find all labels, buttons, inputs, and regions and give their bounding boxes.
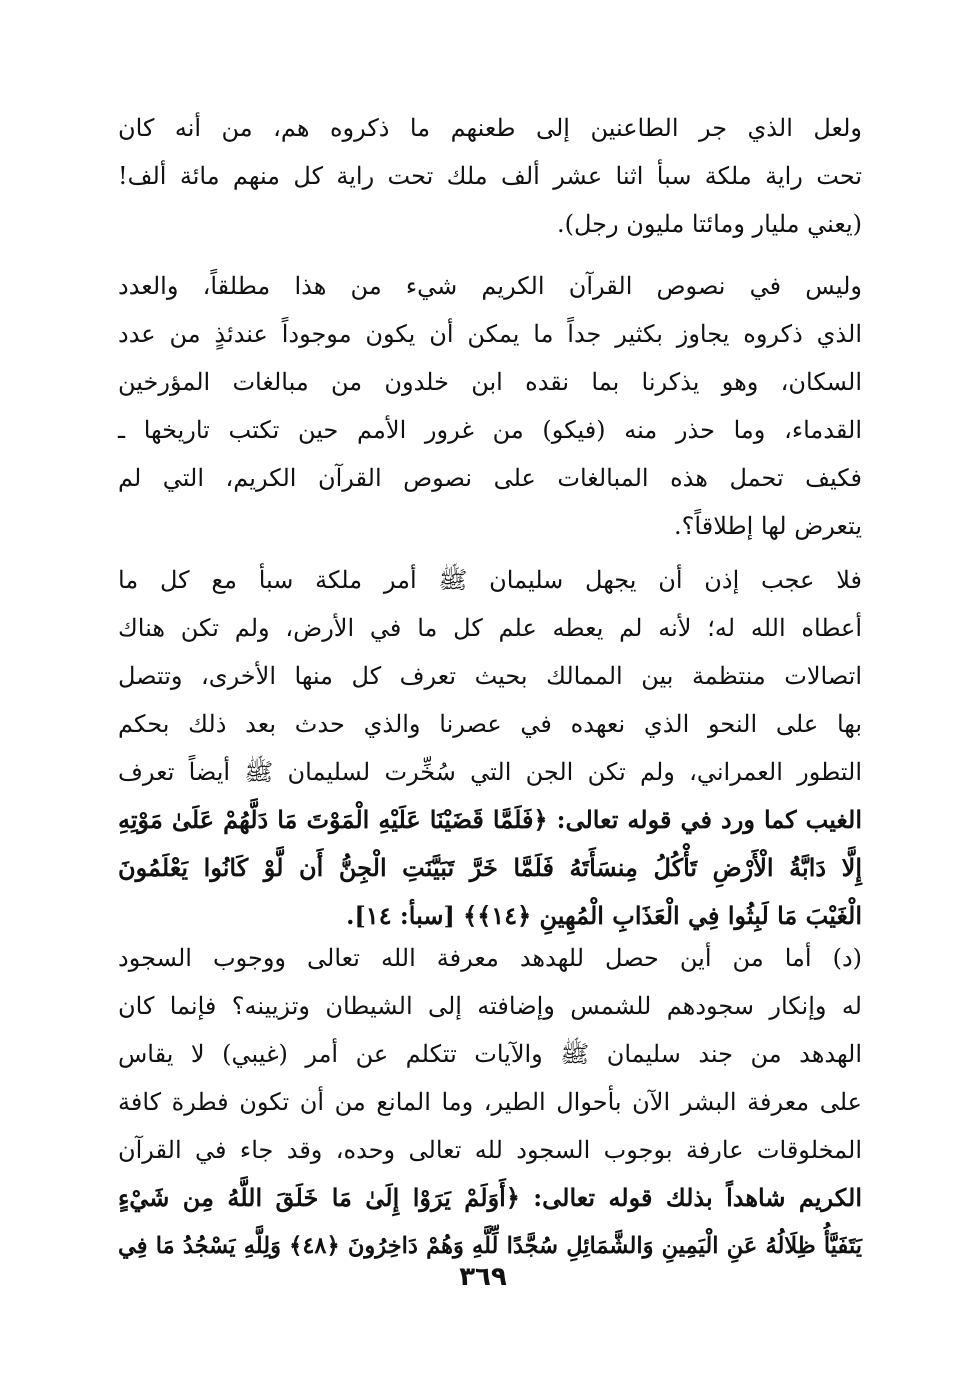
- text-line: الهدهد من جند سليمان ﷺ والآيات تتكلم عن أمر (غيبي) لا يقاس: [118, 1040, 862, 1068]
- text-line: (د) أما من أين حصل للهدهد معرفة الله تعالى ووجوب السجود: [118, 944, 862, 972]
- text-line: تحت راية ملكة سبأ اثنا عشر ألف ملك تحت راية كل منهم مائة ألف!: [118, 162, 862, 190]
- text-line: فكيف تحمل هذه المبالغات على نصوص القرآن الكريم، التي لم: [118, 464, 862, 492]
- text-line: وليس في نصوص القرآن الكريم شيء من هذا مطلقاً، والعدد: [118, 272, 862, 300]
- text-line: يتعرض لها إطلاقاً؟.: [674, 512, 862, 540]
- quran-verse-line: الغيب كما ورد في قوله تعالى: ﴿فَلَمَّا قَضَيْنَا عَلَيْهِ الْمَوْتَ مَا دَلَّهُمْ عَلَىٰ مَوْتِهِ: [118, 805, 862, 834]
- text-line: على معرفة البشر الآن بأحوال الطير، وما المانع من أن تكون فطرة كافة: [118, 1088, 862, 1116]
- text-line: التطور العمراني، ولم تكن الجن التي سُخِّرت لسليمان ﷺ أيضاً تعرف: [118, 758, 862, 786]
- quran-verse-line: الكريم شاهداً بذلك قوله تعالى: ﴿أَوَلَمْ يَرَوْا إِلَىٰ مَا خَلَقَ اللَّهُ مِن شَيْءٍ: [118, 1183, 862, 1212]
- text-line: فلا عجب إذن أن يجهل سليمان ﷺ أمر ملكة سبأ مع كل ما: [118, 566, 862, 594]
- text-line: اتصالات منتظمة بين الممالك بحيث تعرف كل منها الأخرى، وتتصل: [118, 662, 862, 690]
- text-line: بها على النحو الذي نعهده في عصرنا والذي حدث بعد ذلك بحكم: [118, 710, 863, 738]
- page-number: ٣٦٩: [459, 1262, 507, 1292]
- quran-verse-line: إِلَّا دَابَّةُ الْأَرْضِ تَأْكُلُ مِنسَأَتَهُ فَلَمَّا خَرَّ تَبَيَّنَتِ الْجِنُّ أَن لَّوْ كَانُوا يَعْلَمُونَ: [118, 853, 862, 882]
- paragraph-2: [118, 262, 862, 550]
- text-line: السكان، وهو يذكرنا بما نقده ابن خلدون من مبالغات المؤرخين: [118, 368, 862, 396]
- quran-verse-line: يَتَفَيَّأُ ظِلَالُهُ عَنِ الْيَمِينِ وَالشَّمَائِلِ سُجَّدًا لِّلَّهِ وَهُمْ دَاخِرُونَ ﴿٤٨﴾ وَلِلَّهِ يَسْجُدُ مَا فِي: [118, 1233, 862, 1259]
- text-line: القدماء، وما حذر منه (فيكو) من غرور الأمم حين تكتب تاريخها ـ: [118, 416, 862, 444]
- text-line: ولعل الذي جر الطاعنين إلى طعنهم ما ذكروه هم، من أنه كان: [118, 114, 862, 142]
- paragraph-4: [118, 934, 862, 1270]
- text-line: المخلوقات عارفة بوجوب السجود لله تعالى وحده، وقد جاء في القرآن: [118, 1136, 862, 1164]
- text-line: الذي ذكروه يجاوز بكثير جداً ما يمكن أن يكون موجوداً عندئذٍ من عدد: [118, 320, 862, 348]
- text-line: أعطاه الله له؛ لأنه لم يعطه علم كل ما في الأرض، ولم تكن هناك: [118, 614, 862, 642]
- paragraph-1: [118, 104, 862, 248]
- text-line: (يعني مليار ومائتا مليون رجل).: [557, 210, 862, 238]
- paragraph-3: [118, 556, 862, 940]
- quran-verse-line: الْغَيْبَ مَا لَبِثُوا فِي الْعَذَابِ الْمُهِينِ ﴿١٤﴾﴾ [سبأ: ١٤].: [346, 901, 862, 930]
- text-line: له وإنكار سجودهم للشمس وإضافته إلى الشيطان وتزيينه؟ فإنما كان: [118, 992, 862, 1020]
